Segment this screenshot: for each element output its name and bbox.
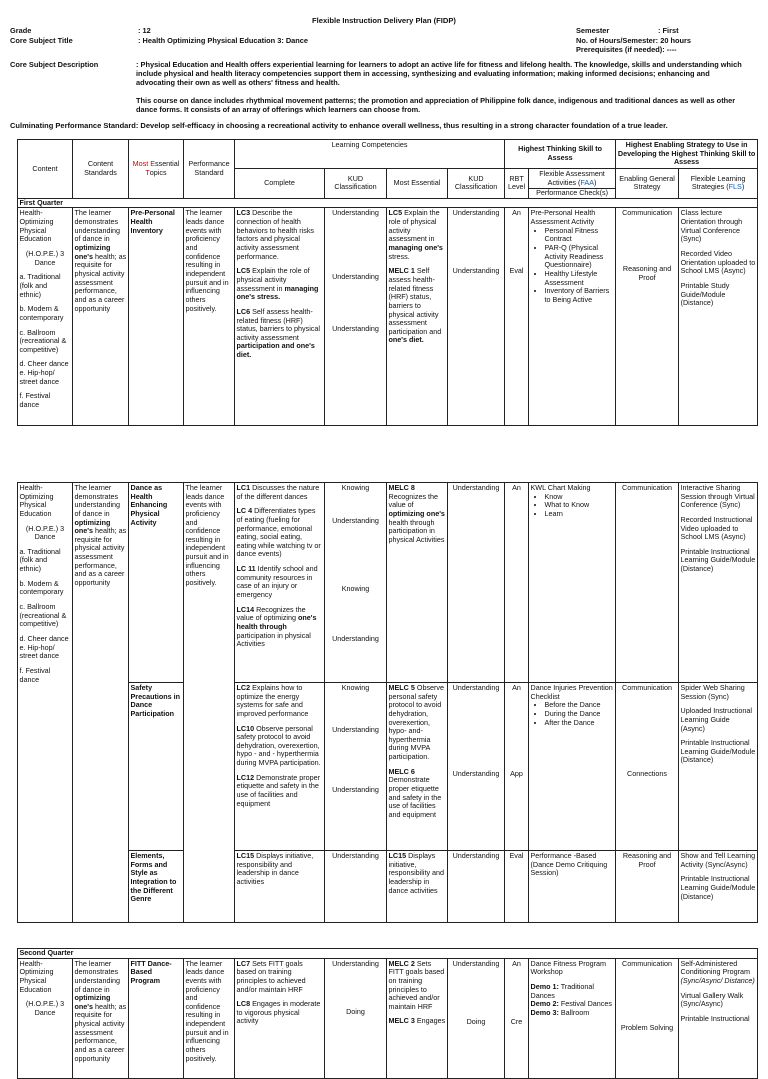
meta-label: Semester [576,26,610,35]
table-row [18,851,758,923]
meta-value: ---- [666,45,677,54]
fls-cell: Show and Tell Learning Activity (Sync/Async) Printable Instructional Learning Guide/Module (Distance) [679,851,758,923]
header-content: Content [18,140,73,199]
topic-cell: Pre-Personal Health Inventory [129,208,184,426]
header-performance-standard: Performance Standard [184,140,235,199]
list-item: • During the Dance [545,710,614,719]
meta-subject [10,36,308,46]
table-row [18,208,758,426]
fls-cell: Interactive Sharing Session through Virtual Conference (Sync) Recorded Instructional Video uploaded to School LMS (Async) Printable Instructional Learning Guide/Module (Distance) [679,483,758,683]
meta-value: 20 hours [660,35,692,45]
header-kud-1: KUD Classification [325,168,387,198]
most-essential-cell: LC5 Explain the role of physical activity assessment in managing one's stress. MELC 1 Self assess health-related fitness (HRF) status, barriers to physical activity assessment participation and one's diet. [387,208,448,426]
topic-cell: FITT Dance-Based Program [129,958,184,1078]
header-row-1 [18,140,758,169]
complete-competencies-cell: LC7 Sets FITT goals based on training principles to achieved and/or maintain HRF LC8 Engages in moderate to vigorous physical activity [235,958,325,1078]
fls-cell: Class lecture Orientation through Virtual Conference (Sync) Recorded Video Orientation uploaded to School LMS (Async) Printable Study Guide/Module (Distance) [679,208,758,426]
list-item: • Before the Dance [545,701,614,710]
topic-cell: Safety Precautions in Dance Participation [129,683,184,851]
complete-competencies-cell: LC3 Describe the connection of health behaviors to health risks factors and physical activity assessment performance. LC5 Explain the role of physical activity assessment in managing one's stress. LC6 Self assess health-related fitness (HRF) status, barriers to physical activity assessment participation and one's diet. [235,208,325,426]
performance-standard-cell: The learner leads dance events with proficiency and confidence resulting in independent pursuit and in influencing others positively. [184,483,235,923]
fidp-table-second-quarter [17,948,758,1079]
faa-cell: Dance Fitness Program Workshop Demo 1: Traditional Dances Demo 2: Festival Dances Demo 3: Ballroom [529,958,616,1078]
kud-cell: Understanding [448,483,505,683]
kud-cell: Understanding Understanding Understanding [325,208,387,426]
fidp-table-first-quarter [17,139,758,426]
description-paragraph-2: This course on dance includes rhythmical movement patterns; the promotion and appreciation of Philippine folk dance, indigenous and traditional dances as well as other dance forms. It consists of an array of offerings which learners can choose from. [136,96,736,115]
egs-cell: Communication Connections [616,683,679,851]
list-item: • PAR-Q (Physical Activity Readiness Questionnaire) [545,244,614,270]
kud-cell: Knowing Understanding Knowing Understanding [325,483,387,683]
kud-cell: Understanding [325,851,387,923]
header-fls: Flexible Learning Strategies (FLS) [679,168,758,198]
fidp-table-first-quarter-continued [17,482,758,923]
meta-value: : 12 [138,26,151,35]
faa-cell: KWL Chart Making • Know • What to Know • Learn [529,483,616,683]
culminating-standard: Culminating Performance Standard: Develop self-efficacy in choosing a recreational activity to enhance overall wellness, thus resulting in a strong character foundation of a true leader. [10,121,668,130]
list-item: • What to Know [545,501,614,510]
table-row [18,683,758,851]
document-title: Flexible Instruction Delivery Plan (FIDP) [312,16,456,25]
most-essential-cell: LC15 Displays initiative, responsibility and leadership in dance activities [387,851,448,923]
performance-standard-cell: The learner leads dance events with proficiency and confidence resulting in independent pursuit and in influencing others positively. [184,958,235,1078]
kud-cell: Knowing Understanding Understanding [325,683,387,851]
header-complete: Complete [235,168,325,198]
meta-semester [576,26,691,36]
header-rbt: RBT Level [505,168,529,198]
header-kud-2: KUD Classification [448,168,505,198]
list-item: • Personal Fitness Contract [545,227,614,244]
faa-cell: Dance Injuries Prevention Checklist • Before the Dance • During the Dance • After the Dance [529,683,616,851]
fls-cell: Spider Web Sharing Session (Sync) Uploaded Instructional Learning Guide (Async) Printable Instructional Learning Guide/Module (Distance) [679,683,758,851]
header-most-essential: Most Essential [387,168,448,198]
egs-cell: Communication [616,483,679,683]
header-content-standards: Content Standards [73,140,129,199]
meta-left [10,26,308,45]
kud-cell: Understanding Doing [448,958,505,1078]
list-item: • Know [545,493,614,502]
rbt-cell: An [505,483,529,683]
header-egs: Enabling General Strategy [616,168,679,198]
list-item: • Healthy Lifestyle Assessment [545,270,614,287]
header-faa: Flexible Assessment Activities (FAA) Performance Check(s) [529,168,616,198]
complete-competencies-cell: LC15 Displays initiative, responsibility and leadership in dance activities [235,851,325,923]
description-paragraph-1: : Physical Education and Health offers experiential learning for learners to adopt an active life for fitness and lifelong health. The knowledge, skills and understanding which include physical and health literacy competencies support them in accessing, synthesizing and evaluating information; making informed decisions; enhancing and advocating their own as well as others' fitness and health. [136,60,742,88]
egs-cell: Reasoning and Proof [616,851,679,923]
content-standard-cell: The learner demonstrates understanding of dance in optimizing one's health; as requisite for physical activity assessment performance, and as a career opportunity [73,958,129,1078]
faa-cell: Pre-Personal Health Assessment Activity • Personal Fitness Contract • PAR-Q (Physical Activity Readiness Questionnaire) • Healthy Lifestyle Assessment • Inventory of Barriers to Being Active [529,208,616,426]
kud-cell: Understanding [448,851,505,923]
complete-competencies-cell: LC1 Discusses the nature of the different dances LC 4 Differentiates types of eating (fueling for performance, emotional eating, social eating, eating while watching tv or dance events) LC 11 Identify school and community resources in case of an injury or emergency LC14 Recognizes the value of optimizing one's health through participation in physical Activities [235,483,325,683]
meta-grade [10,26,308,36]
fls-cell: Self-Administered Conditioning Program (Sync/Async/ Distance) Virtual Gallery Walk (Sync/Async) Printable Instructional [679,958,758,1078]
first-quarter-label: First Quarter [18,198,758,208]
header-learning-competencies: Learning Competencies [235,140,505,169]
meta-label: Grade [10,26,32,35]
table-row [18,483,758,683]
meta-label: Core Subject Title [10,35,73,45]
meta-label: No. of Hours/Semester: [576,35,659,45]
performance-standard-cell: The learner leads dance events with proficiency and confidence resulting in independent pursuit and in influencing others positively. [184,208,235,426]
list-item: • Learn [545,510,614,519]
content-cell: Health-Optimizing Physical Education (H.O.P.E.) 3 Dance a. Traditional (folk and ethnic) b. Modern & contemporary c. Ballroom (recreational & competitive) d. Cheer dance e. Hip-hop/ street dance f. Festival dance [18,208,73,426]
list-item: • After the Dance [545,719,614,728]
kud-cell: Understanding Doing [325,958,387,1078]
most-essential-cell: MELC 2 Sets FITT goals based on training principles to achieved and/or maintain HRF MELC 3 Engages [387,958,448,1078]
meta-value: : Health Optimizing Physical Education 3: Dance [138,35,309,45]
meta-hours [576,36,691,46]
topic-cell: Dance as Health Enhancing Physical Activity [129,483,184,683]
content-cell: Health-Optimizing Physical Education (H.O.P.E.) 3 Dance a. Traditional (folk and ethnic) b. Modern & contemporary c. Ballroom (recreational & competitive) d. Cheer dance e. Hip-hop/ street dance f. Festival dance [18,483,73,923]
content-cell: Health-Optimizing Physical Education (H.O.P.E.) 3 Dance [18,958,73,1078]
table-row [18,958,758,1078]
most-essential-cell: MELC 5 Observe personal safety protocol to avoid dehydration, overexertion, hypo- and-hyperthermia during MVPA participation. MELC 6 Demonstrate proper etiquette and safety in the use of facilities and equipment [387,683,448,851]
topic-cell: Elements, Forms and Style as Integration to the Different Genre [129,851,184,923]
kud-cell: Understanding Understanding [448,683,505,851]
egs-cell: Communication Problem Solving [616,958,679,1078]
list-item: • Inventory of Barriers to Being Active [545,287,614,304]
content-standard-cell: The learner demonstrates understanding of dance in optimizing one's health; as requisite for physical activity assessment performance, and as a career opportunity [73,208,129,426]
rbt-cell: An App [505,683,529,851]
most-essential-cell: MELC 8 Recognizes the value of optimizing one's health through participation in physical Activities [387,483,448,683]
quarter-row [18,949,758,959]
header-mest: Most Essential Topics [129,140,184,199]
core-subject-description [10,60,750,123]
rbt-cell: An Cre [505,958,529,1078]
meta-prereq [576,45,691,55]
description-label: Core Subject Description [10,60,99,69]
complete-competencies-cell: LC2 Explains how to optimize the energy systems for safe and improved performance LC10 Observe personal safety protocol to avoid dehydration, overexertion, hypo - and - hyperthermia during MVPA participation. LC12 Demonstrate proper etiquette and safety in the use of facilities and equipment [235,683,325,851]
egs-cell: Communication Reasoning and Proof [616,208,679,426]
content-standard-cell: The learner demonstrates understanding of dance in optimizing one's health; as requisite for physical activity assessment performance, and as a career opportunity [73,483,129,923]
header-highest-enabling: Highest Enabling Strategy to Use in Developing the Highest Thinking Skill to Assess [616,140,758,169]
quarter-row [18,198,758,208]
rbt-cell: Eval [505,851,529,923]
meta-right [576,26,691,55]
rbt-cell: An Eval [505,208,529,426]
second-quarter-label: Second Quarter [18,949,758,959]
faa-cell: Performance -Based (Dance Demo Critiquing Session) [529,851,616,923]
meta-label: Prerequisites (if needed): [576,45,665,54]
meta-value: : First [658,26,679,35]
header-highest-thinking: Highest Thinking Skill to Assess [505,140,616,169]
kud-cell: Understanding Understanding [448,208,505,426]
